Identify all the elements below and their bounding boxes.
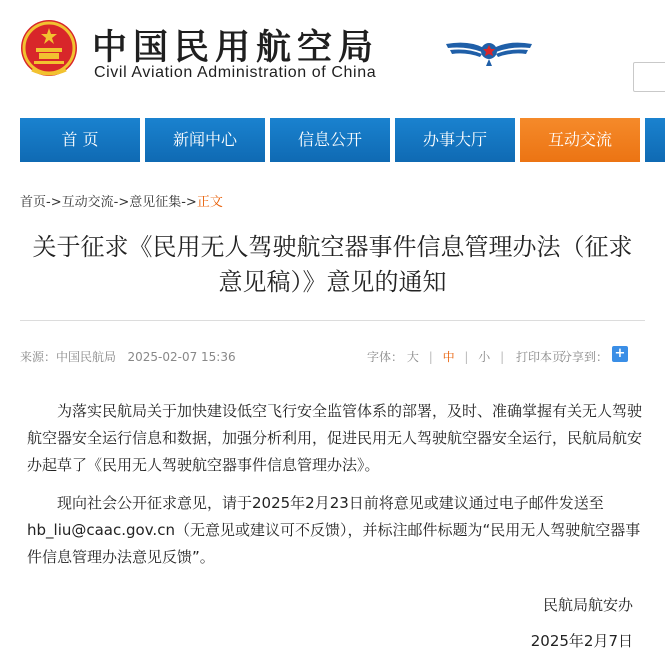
separator: | bbox=[428, 350, 433, 364]
article-title-line: 关于征求《民用无人驾驶航空器事件信息管理办法（征求 bbox=[32, 233, 633, 261]
breadcrumb-sep: -> bbox=[113, 195, 130, 210]
article-body bbox=[27, 398, 642, 582]
article-meta bbox=[20, 348, 236, 365]
font-size-label: 字体： bbox=[367, 350, 404, 364]
title-divider bbox=[20, 320, 645, 321]
signature-dept: 民航局航安办 bbox=[542, 596, 633, 614]
nav-item-news[interactable]: 新闻中心 bbox=[145, 118, 265, 162]
article-title-line: 意见稿）》意见的通知 bbox=[218, 268, 447, 296]
main-nav bbox=[0, 118, 665, 162]
site-title-en: Civil Aviation Administration of China bbox=[94, 64, 377, 81]
nav-item-more[interactable] bbox=[645, 118, 665, 162]
site-header bbox=[0, 0, 665, 110]
nav-item-interaction[interactable]: 互动交流 bbox=[520, 118, 640, 162]
nav-item-services[interactable]: 办事大厅 bbox=[395, 118, 515, 162]
search-input[interactable] bbox=[633, 62, 665, 92]
print-link[interactable]: 打印本页 bbox=[516, 350, 565, 364]
font-size-medium[interactable]: 中 bbox=[442, 350, 455, 364]
font-size-small[interactable]: 小 bbox=[478, 350, 491, 364]
breadcrumb bbox=[20, 191, 223, 210]
breadcrumb-current: 正文 bbox=[196, 195, 223, 210]
breadcrumb-sep: -> bbox=[181, 195, 197, 210]
article-date: 2025-02-07 15:36 bbox=[127, 350, 236, 364]
signature-date: 2025年2月7日 bbox=[530, 632, 633, 650]
share-plus-icon[interactable]: + bbox=[612, 346, 628, 362]
article-source: 来源：中国民航局 bbox=[20, 350, 117, 364]
body-paragraph: 现向社会公开征求意见，请于2025年2月23日前将意见或建议通过电子邮件发送至hb_liu@caac.gov.cn（无意见或建议可不反馈），并标注邮件标题为“民用无人驾驶航空器事件信息管理办法意见反馈”。 bbox=[27, 494, 641, 566]
nav-item-disclosure[interactable]: 信息公开 bbox=[270, 118, 390, 162]
national-emblem-icon[interactable] bbox=[18, 18, 80, 80]
font-size-controls bbox=[367, 348, 564, 365]
nav-item-home[interactable]: 首 页 bbox=[20, 118, 140, 162]
body-paragraph: 为落实民航局关于加快建设低空飞行安全监管体系的部署，及时、准确掌握有关无人驾驶航空器安全运行信息和数据，加强分析利用，促进民用无人驾驶航空器安全运行，民航局航安办起草了《民用无人驾驶航空器事件信息管理办法》。 bbox=[27, 402, 643, 474]
site-title-cn: 中国民用航空局 bbox=[92, 28, 380, 68]
breadcrumb-solicit[interactable]: 意见征集 bbox=[129, 195, 182, 210]
breadcrumb-sep: -> bbox=[46, 195, 62, 210]
share-label: 分享到： bbox=[560, 350, 609, 364]
separator: | bbox=[500, 350, 505, 364]
breadcrumb-home[interactable]: 首页 bbox=[20, 195, 47, 210]
separator: | bbox=[464, 350, 469, 364]
caac-wings-logo bbox=[444, 34, 534, 68]
breadcrumb-interaction[interactable]: 互动交流 bbox=[61, 195, 114, 210]
font-size-large[interactable]: 大 bbox=[406, 350, 419, 364]
article-title bbox=[20, 230, 645, 300]
